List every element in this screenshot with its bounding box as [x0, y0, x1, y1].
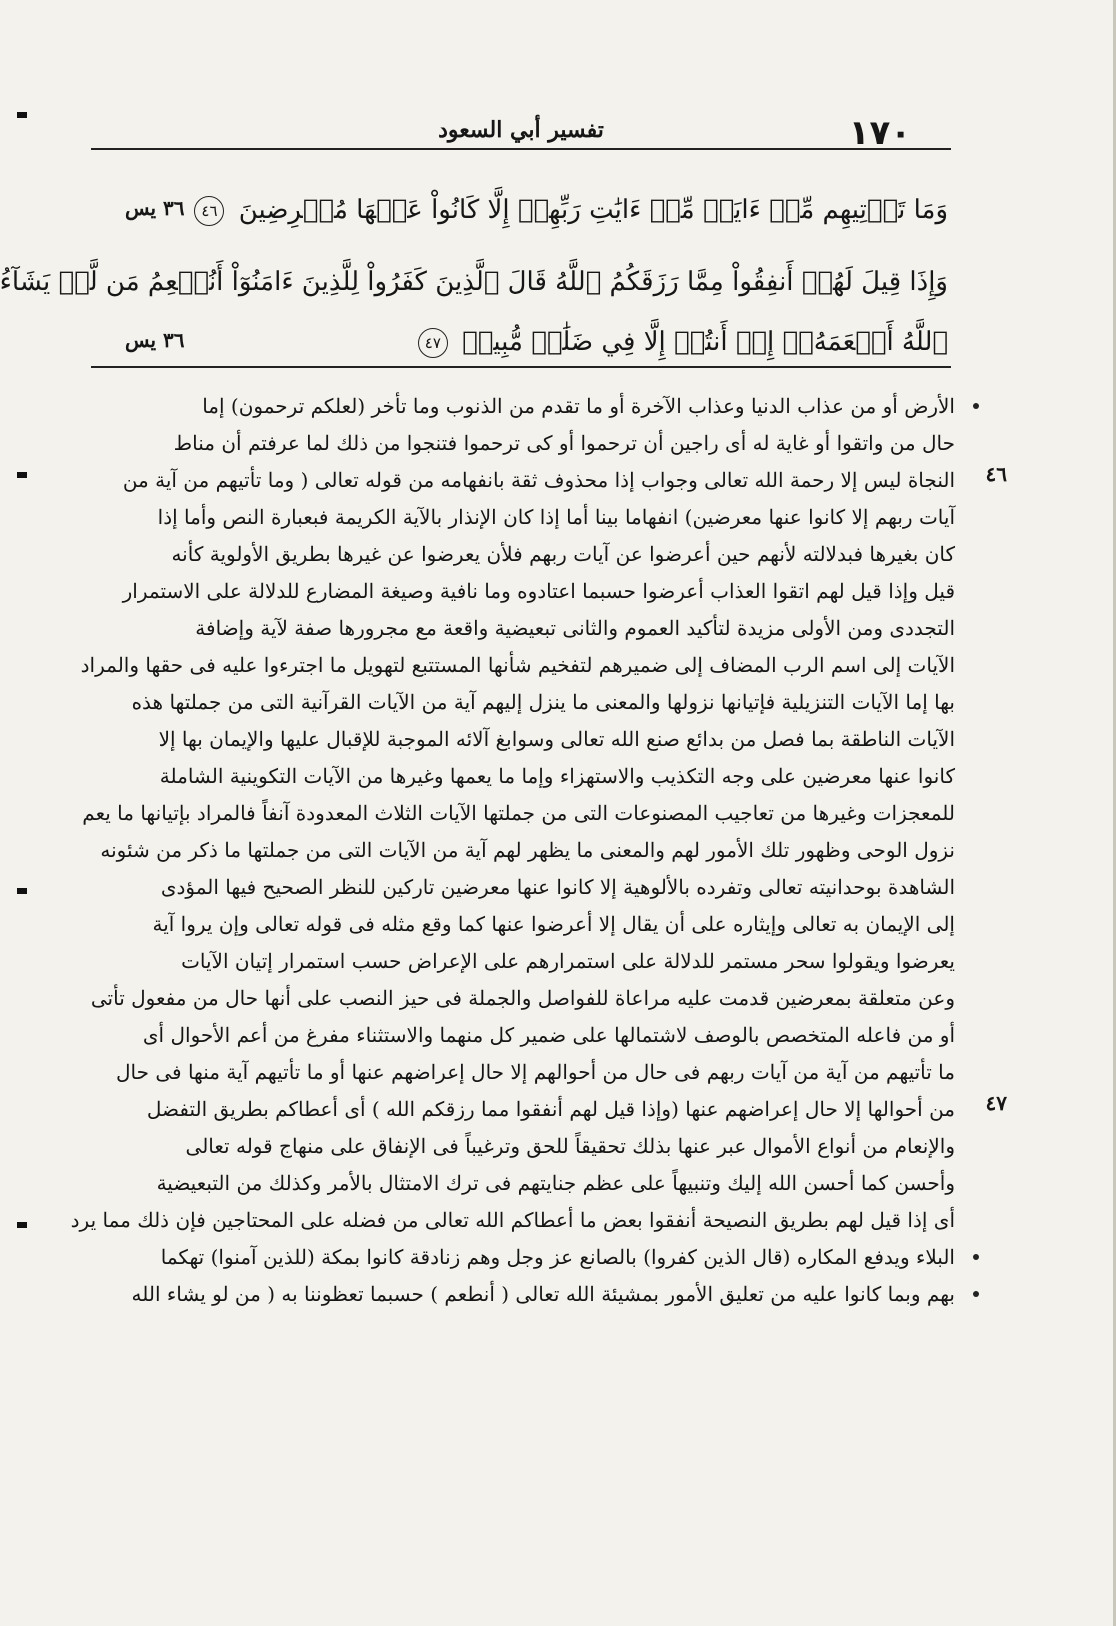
commentary-line-wrapper	[97, 536, 957, 573]
commentary-line-wrapper	[97, 869, 957, 906]
commentary-line: البلاء ويدفع المكاره (قال الذين كفروا) بالصانع عز وجل وهم زنادقة كانوا بمكة (للذين آمنوا) تهكما	[160, 1245, 955, 1269]
margin-verse-number: ٤٧	[985, 1091, 1007, 1115]
commentary-line: نزول الوحى وظهور تلك الأمور لهم والمعنى ما يظهر لهم آية من الآيات التى من جملتها ما ذكر من شئونه	[100, 838, 955, 862]
commentary-line-wrapper	[97, 388, 957, 425]
verse-separator-rule	[91, 366, 951, 368]
verse-47-line-2	[197, 322, 948, 362]
commentary-line: أى إذا قيل لهم بطريق النصيحة أنفقوا بعض ما أعطاكم الله تعالى من فضله على المحتاجين فإن ذلك مما يرد	[70, 1208, 955, 1232]
line-bullet	[973, 1291, 979, 1297]
line-bullet	[973, 403, 979, 409]
commentary-line: وأحسن كما أحسن الله إليك وتنبيهاً على عظم جنايتهم فى ترك الامتثال بالأمر وكذلك من التبعيضية	[156, 1171, 955, 1195]
header-rule	[91, 148, 951, 150]
commentary-line: بهم وبما كانوا عليه من تعليق الأمور بمشيئة الله تعالى ( أنطعم ) حسبما تعظوننا به ( من لو يشاء الله	[131, 1282, 955, 1306]
commentary-line: آيات ربهم إلا كانوا عنها معرضين) انفهاما بينا أما إذا كان الإنذار بالآية الكريمة فبعبارة النص وأما إذا	[157, 505, 955, 529]
commentary-block	[70, 388, 1007, 1313]
commentary-line: كان بغيرها فبدلالته لأنهم حين أعرضوا عن آيات ربهم فلأن يعرضوا عن غيرها بطريق الأولوية كأنه	[171, 542, 955, 566]
verse-reference: ٣٦ يس	[125, 328, 185, 352]
commentary-line-wrapper	[97, 610, 957, 647]
verse-text: وَمَا تَأۡتِيهِم مِّنۡ ءَايَةٖ مِّنۡ ءَايَٰتِ رَبِّهِمۡ إِلَّا كَانُواْ عَنۡهَا مُعۡرِضِينَ	[238, 195, 948, 225]
book-title: تفسير أبي السعود	[438, 117, 604, 143]
aya-number-mark: ٤٧	[418, 328, 448, 358]
verse-reference: ٣٦ يس	[125, 196, 185, 220]
commentary-line: الأرض أو من عذاب الدنيا وعذاب الآخرة أو ما تقدم من الذنوب وما تأخر (لعلكم ترحمون) إما	[202, 394, 955, 418]
commentary-line: الآيات إلى اسم الرب المضاف إلى ضميرهم لتفخيم شأنها المستتبع لتهويل ما اجترءوا عليه فى حقها والمراد	[80, 653, 955, 677]
commentary-line-wrapper	[97, 499, 957, 536]
commentary-line-wrapper	[97, 758, 957, 795]
verse-text: ٱللَّهُ أَطۡعَمَهُۥٓ إِنۡ أَنتُمۡ إِلَّا فِي ضَلَٰلٖ مُّبِينٖ	[462, 327, 948, 357]
scan-mark	[17, 472, 27, 478]
commentary-line-wrapper	[97, 906, 957, 943]
margin-verse-number: ٤٦	[985, 462, 1007, 486]
verse-text: وَإِذَا قِيلَ لَهُمۡ أَنفِقُواْ مِمَّا رَزَقَكُمُ ٱللَّهُ قَالَ ٱلَّذِينَ كَفَرُواْ لِلَّذِينَ ءَامَنُوٓاْ أَنُطۡعِمُ مَن لَّوۡ يَشَآءُ	[0, 267, 948, 297]
page-number: ١٧٠	[848, 113, 911, 153]
commentary-line: والإنعام من أنواع الأموال عبر عنها بذلك تحقيقاً للحق وترغيباً فى الإنفاق على منهاج قوله تعالى	[185, 1134, 955, 1158]
commentary-line-wrapper	[97, 573, 957, 610]
commentary-line-wrapper	[82, 795, 957, 832]
commentary-line-wrapper	[97, 832, 957, 869]
commentary-line: وعن متعلقة بمعرضين قدمت عليه مراعاة للفواصل والجملة فى حيز النصب على أنها حال من مفعول تأتى	[90, 986, 955, 1010]
commentary-line-wrapper	[97, 1128, 957, 1165]
commentary-line: الشاهدة بوحدانيته تعالى وتفرده بالألوهية إلا كانوا عنها معرضين تاركين للنظر الصحيح فيها المؤدى	[160, 875, 955, 899]
commentary-line: أو من فاعله المتخصص بالوصف لاشتمالها على ضمير كل منهما والاستثناء مفرغ من أعم الأحوال أى	[142, 1023, 955, 1047]
commentary-line-wrapper	[90, 980, 957, 1017]
commentary-line-wrapper	[97, 425, 957, 462]
verse-46-line	[197, 190, 948, 230]
scan-mark	[17, 1222, 27, 1228]
commentary-line-wrapper	[97, 943, 957, 980]
commentary-line: قيل وإذا قيل لهم اتقوا العذاب أعرضوا حسبما اعتادوه وما نافية وصيغة المضارع للدلالة على الاستمرار	[122, 579, 955, 603]
commentary-line-wrapper	[70, 1202, 957, 1239]
commentary-line: يعرضوا ويقولوا سحر مستمر للدلالة على استمرارهم على الإعراض حسب استمرار إتيان الآيات	[181, 949, 955, 973]
commentary-line-wrapper	[97, 1239, 957, 1276]
commentary-line-wrapper	[97, 1276, 957, 1313]
scan-mark	[17, 888, 27, 894]
commentary-line: حال من واتقوا أو غاية له أى راجين أن ترحموا أو كى ترحموا فتنجوا من ذلك لما عرفتم أن مناط	[173, 431, 955, 455]
commentary-line: كانوا عنها معرضين على وجه التكذيب والاستهزاء وإما ما يعمها وغيرها من الآيات التكوينية الشاملة	[159, 764, 955, 788]
commentary-line: النجاة ليس إلا رحمة الله تعالى وجواب إذا محذوف ثقة بانفهامه من قوله تعالى ( وما تأتيهم من آية من	[122, 468, 955, 492]
commentary-line: إلى الإيمان به تعالى وإيثاره على أن يقال إلا أعرضوا عنها كما وقع مثله فى قوله تعالى وإن يروا آية	[152, 912, 955, 936]
commentary-line-wrapper	[80, 647, 957, 684]
commentary-line: الآيات الناطقة بما فصل من بدائع صنع الله تعالى وسوابغ آلائه الموجبة للإقبال عليها والإيمان بها إلا	[158, 727, 955, 751]
verse-47-line-1	[0, 262, 948, 302]
aya-number-mark: ٤٦	[194, 196, 224, 226]
commentary-line: ما تأتيهم من آية من آيات ربهم فى حال من أحوالهم إلا حال إعراضهم عنها أو ما تأتيهم آية منها فى حال	[116, 1060, 955, 1084]
line-bullet	[973, 1254, 979, 1260]
commentary-line-wrapper	[97, 1054, 957, 1091]
commentary-line: التجددى ومن الأولى مزيدة لتأكيد العموم والثانى تبعيضية واقعة مع مجرورها صفة لآية وإضافة	[195, 616, 955, 640]
commentary-line-wrapper	[97, 1091, 1007, 1128]
commentary-line-wrapper	[97, 1017, 957, 1054]
scan-mark	[17, 112, 27, 118]
commentary-line: من أحوالها إلا حال إعراضهم عنها (وإذا قيل لهم أنفقوا مما رزقكم الله ) أى أعطاكم بطريق التفضل	[146, 1097, 955, 1121]
commentary-line-wrapper	[97, 462, 1007, 499]
commentary-line-wrapper	[97, 721, 957, 758]
commentary-line-wrapper	[97, 684, 957, 721]
commentary-line-wrapper	[97, 1165, 957, 1202]
commentary-line: للمعجزات وغيرها من تعاجيب المصنوعات التى من جملتها الآيات الثلاث المعدودة آنفاً فالمراد بإتيانها ما يعم	[82, 801, 955, 825]
commentary-line: بها إما الآيات التنزيلية فإتيانها نزولها والمعنى ما ينزل إليهم آية من الآيات القرآنية التى من جملتها هذه	[131, 690, 955, 714]
